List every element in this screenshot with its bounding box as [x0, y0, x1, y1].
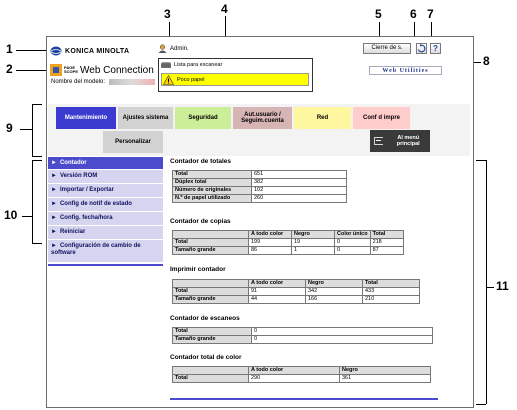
arrow-right-icon: ► — [51, 215, 57, 221]
pagescope-logo — [50, 64, 154, 76]
refresh-button[interactable] — [416, 43, 427, 54]
pagescope-top: PAGE — [64, 65, 76, 70]
total-counter-title: Contador de totales — [170, 158, 232, 165]
status-message-warning-text: Poco papel — [177, 76, 205, 83]
sidebar-item-reset[interactable]: ► Reiniciar — [48, 226, 163, 239]
copy-counter-table — [172, 230, 404, 255]
table-row: Tamaño grande 0 — [173, 336, 433, 344]
status-message-box — [158, 58, 313, 92]
user-icon — [158, 44, 167, 53]
callout-1-line — [16, 50, 46, 51]
callout-2: 2 — [6, 62, 13, 76]
callout-8: 8 — [483, 54, 490, 68]
total-counter-table — [172, 170, 347, 203]
callout-6: 6 — [410, 7, 417, 21]
product-name: Web Connection — [80, 64, 154, 76]
table-row: N.º de papel utilizado 260 — [173, 195, 347, 203]
scan-counter-table — [172, 327, 433, 344]
sidebar-item-software-switch[interactable]: ► Configuración de cambio de software — [48, 240, 163, 262]
callout-11-bracket — [486, 160, 487, 404]
color-counter-title: Contador total de color — [170, 354, 242, 361]
table-row: Total 290 361 — [173, 375, 431, 383]
sidebar-item-rom-version[interactable]: ► Versión ROM — [48, 170, 163, 183]
help-icon: ? — [433, 44, 438, 53]
sidebar-bottom-rule — [48, 264, 163, 266]
callout-9-bracket — [32, 104, 33, 156]
table-row: Tamaño grande 44 166 210 — [173, 296, 420, 304]
help-button[interactable] — [430, 43, 441, 54]
menu-icon — [374, 137, 383, 145]
tab-user-auth[interactable]: Aut.usuario / Seguim.cuenta — [233, 107, 292, 129]
tab-network[interactable]: Red — [294, 107, 351, 129]
user-name: Admin. — [170, 45, 189, 52]
callout-1: 1 — [6, 42, 13, 56]
arrow-right-icon: ► — [51, 243, 57, 249]
tab-security[interactable]: Seguridad — [175, 107, 231, 129]
pagescope-icon — [50, 64, 62, 76]
scan-counter-title: Contador de escaneos — [170, 315, 240, 322]
copy-counter-title: Contador de copias — [170, 218, 231, 225]
tab-maintenance[interactable]: Mantenimiento — [56, 107, 116, 129]
arrow-right-icon: ► — [51, 160, 57, 166]
user-info — [158, 44, 189, 53]
konica-globe-icon — [50, 46, 62, 56]
brand-name: KONICA MINOLTA — [65, 47, 130, 55]
callout-10-line — [22, 216, 32, 217]
arrow-right-icon: ► — [51, 187, 57, 193]
table-row: Total 0 — [173, 328, 433, 336]
table-row: Número de originales 102 — [173, 187, 347, 195]
callout-11-line — [486, 287, 494, 288]
table-row: A todo color Negro — [173, 367, 431, 375]
table-row: Total 651 — [173, 171, 347, 179]
table-row: A todo color Negro Color único Total — [173, 231, 404, 239]
main-menu-label: Al menú principal — [396, 135, 420, 147]
callout-11: 11 — [496, 279, 509, 293]
table-row: Tamaño grande 86 1 0 87 — [173, 247, 404, 255]
callout-7: 7 — [427, 7, 434, 21]
model-name-value — [109, 79, 155, 85]
scanner-icon — [161, 61, 171, 69]
refresh-icon — [417, 44, 426, 53]
arrow-right-icon: ► — [51, 201, 57, 207]
content-bottom-rule — [170, 398, 438, 400]
tab-print-settings[interactable]: Conf d impre — [353, 107, 410, 129]
table-row: A todo color Negro Total — [173, 280, 420, 288]
table-row: Dúplex total 382 — [173, 179, 347, 187]
callout-4: 4 — [221, 2, 228, 16]
arrow-right-icon: ► — [51, 229, 57, 235]
tab-system-settings[interactable]: Ajustes sistema — [118, 107, 173, 129]
konica-minolta-logo — [50, 46, 129, 56]
callout-10-bracket — [32, 160, 33, 243]
arrow-right-icon: ► — [51, 173, 57, 179]
callout-9-line — [20, 129, 32, 130]
warning-icon — [163, 75, 174, 85]
status-message-warning — [161, 73, 309, 86]
callout-10: 10 — [4, 208, 18, 222]
callout-3: 3 — [164, 7, 171, 21]
web-utilities-link[interactable]: Web Utilities — [369, 66, 442, 75]
table-row: Total 91 342 433 — [173, 288, 420, 296]
sidebar-item-import-export[interactable]: ► Importar / Exportar — [48, 184, 163, 197]
callout-2-line — [16, 70, 46, 71]
sidebar-item-date-time[interactable]: ► Config. fecha/hora — [48, 212, 163, 225]
sidebar-item-status-notification[interactable]: ► Config de notif de estado — [48, 198, 163, 211]
model-name-label: Nombre del modelo: — [51, 79, 106, 85]
sidebar-item-counter[interactable]: ► Contador — [48, 157, 163, 169]
pagescope-bottom: SCOPE — [64, 69, 79, 74]
print-counter-title: Imprimir contador — [170, 266, 226, 273]
callout-5: 5 — [375, 7, 382, 21]
callout-9: 9 — [6, 121, 13, 135]
main-menu-button[interactable] — [370, 130, 430, 152]
tab-customize[interactable]: Personalizar — [103, 131, 163, 153]
print-counter-table — [172, 279, 420, 304]
logout-button[interactable]: Cierre de s. — [363, 43, 411, 54]
table-row: Total 199 19 0 218 — [173, 239, 404, 247]
status-message-ready-text: Lista para escanear — [174, 62, 223, 68]
status-message-ready — [161, 61, 222, 69]
color-counter-table — [172, 366, 431, 383]
